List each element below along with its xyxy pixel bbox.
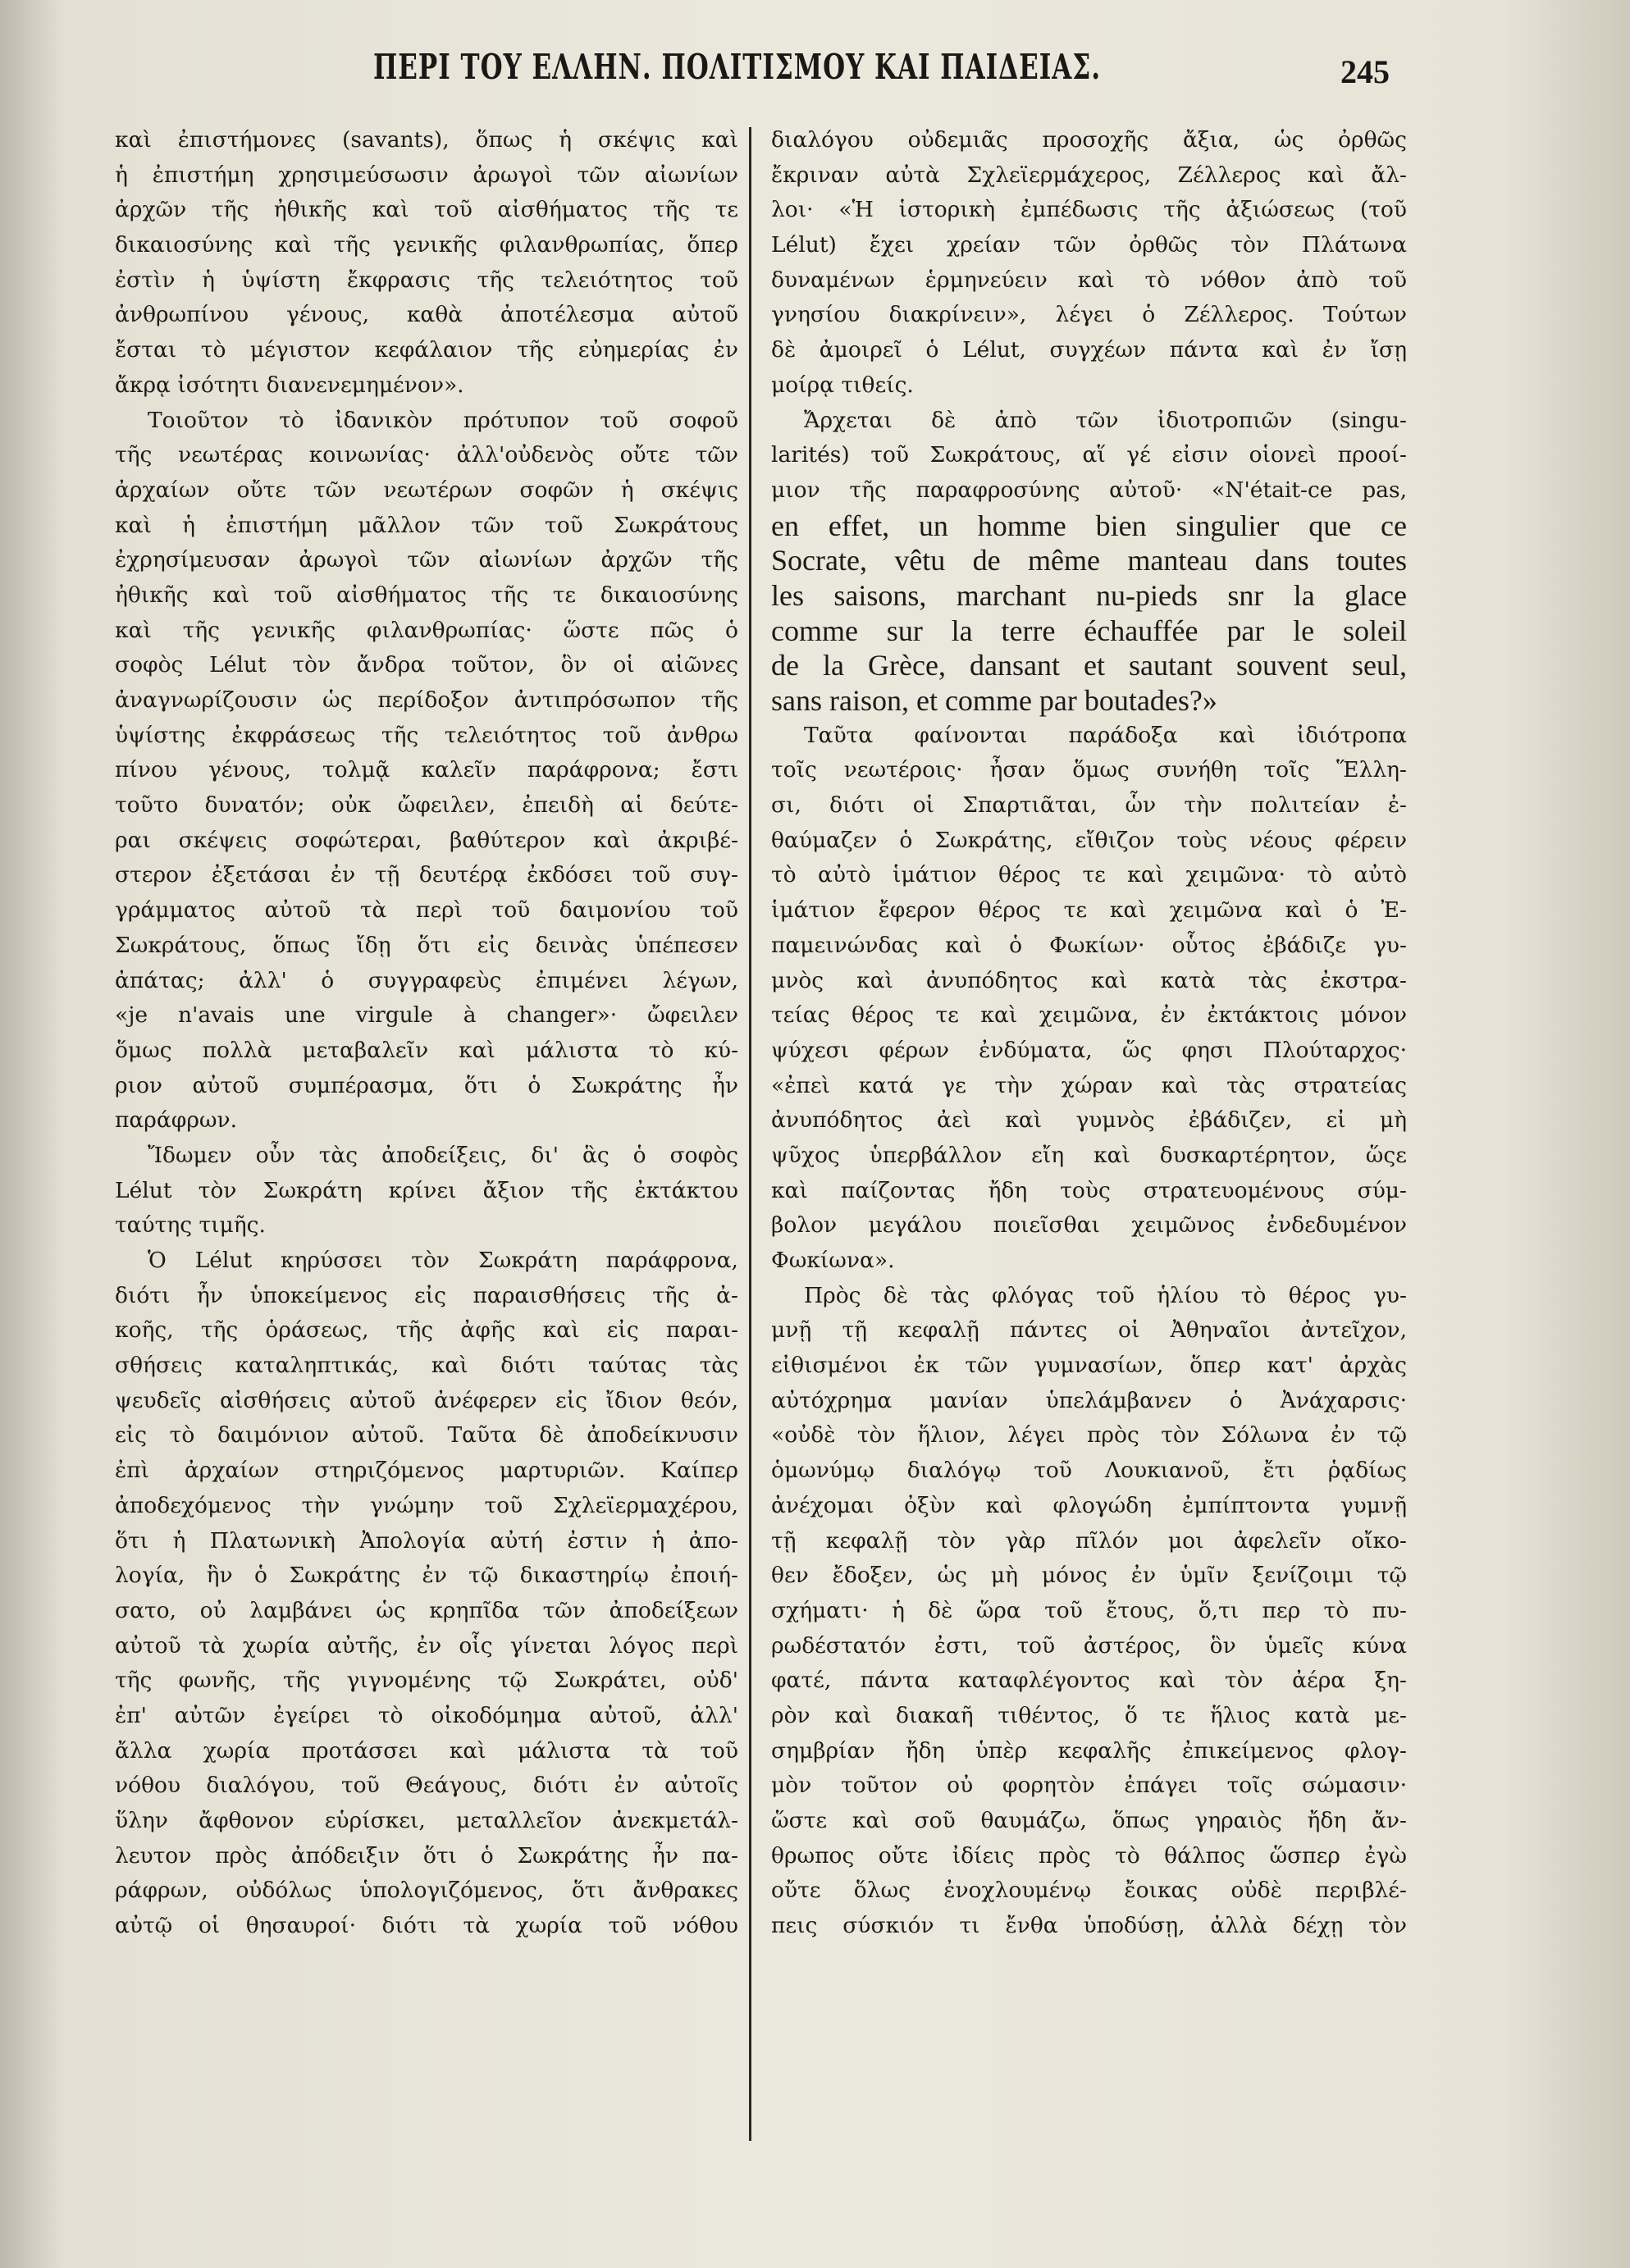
text-line: παράφρων. [115, 1107, 238, 1134]
text-line: Σωκράτους, ὅπως ἴδῃ ὅτι εἰς δεινὰς ὑπέπεσεν [115, 932, 738, 958]
text-line: σημβρίαν ἤδη ὑπὲρ κεφαλῆς ἐπικείμενος φλογ- [771, 1737, 1407, 1764]
text-line: ἔσται τὸ μέγιστον κεφάλαιον τῆς εὐημερίας ἐν [115, 337, 738, 363]
text-line: ἄλλα χωρία προτάσσει καὶ μάλιστα τὰ τοῦ [115, 1737, 738, 1764]
text-line: εἰθισμένοι ἐκ τῶν γυμνασίων, ὅπερ κατ' ἀρχὰς [771, 1353, 1407, 1379]
text-line: ὁμωνύμῳ διαλόγῳ τοῦ Λουκιανοῦ, ἔτι ῥᾳδίως [771, 1458, 1407, 1484]
running-title: ΠΕΡΙ ΤΟΥ ΕΛΛΗΝ. ΠΟΛΙΤΙΣΜΟΥ ΚΑΙ ΠΑΙΔΕΙΑΣ. [373, 48, 1102, 88]
text-line: καὶ τῆς γενικῆς φιλανθρωπίας· ὥστε πῶς ὁ [115, 617, 738, 643]
text-line: φατέ, πάντα καταφλέγοντος καὶ τὸν ἀέρα ξη- [771, 1668, 1407, 1694]
text-line: Φωκίωνα». [771, 1248, 895, 1273]
text-line: ἐπ' αὐτῶν ἐγείρει τὸ οἰκοδόμημα αὐτοῦ, ἀλλ' [115, 1702, 738, 1728]
text-line: «je n'avais une virgule à changer»· ὤφειλεν [115, 1002, 738, 1029]
text-line: ψύχεσι φέρων ἐνδύματα, ὥς φησι Πλούταρχος· [771, 1037, 1407, 1063]
text-line: Ταῦτα φαίνονται παράδοξα καὶ ἰδιότροπα [804, 722, 1407, 748]
text-line: μνῇ τῇ κεφαλῇ πάντες οἱ Ἀθηναῖοι ἀντεῖχον, [771, 1317, 1407, 1344]
text-line: ρωδέστατόν ἐστι, τοῦ ἀστέρος, ὃν ὑμεῖς κύνα [771, 1632, 1407, 1659]
text-line: ἀνυπόδητος ἀεὶ καὶ γυμνὸς ἐβάδιζεν, εἰ μὴ [771, 1107, 1407, 1134]
text-line: ἀνθρωπίνου γένους, καθὰ ἀποτέλεσμα αὐτοῦ [115, 302, 738, 328]
text-line: les saisons, marchant nu-pieds snr la glace [771, 578, 1407, 612]
right-text-column [771, 123, 1407, 1944]
text-line: ὕλην ἄφθονον εὑρίσκει, μεταλλεῖον ἀνεκμετάλ- [115, 1808, 738, 1833]
text-line: ἐπὶ ἀρχαίων στηριζόμενος μαρτυριῶν. Καίπερ [115, 1458, 738, 1484]
text-line: λογία, ἣν ὁ Σωκράτης ἐν τῷ δικαστηρίῳ ἐποιή- [115, 1563, 738, 1589]
text-line: Ἴδωμεν οὖν τὰς ἀποδείξεις, δι' ἃς ὁ σοφὸς [148, 1142, 738, 1168]
text-line: ἀπάτας; ἀλλ' ὁ συγγραφεὺς ἐπιμένει λέγων, [115, 967, 738, 993]
text-line: ἀναγνωρίζουσιν ὡς περίδοξον ἀντιπρόσωπον τῆς [115, 687, 738, 713]
text-line: μοίρᾳ τιθείς. [771, 372, 914, 398]
text-line: τοῖς νεωτέροις· ἦσαν ὅμως συνήθη τοῖς Ἕλλη- [771, 757, 1407, 783]
text-line: Lélut τὸν Σωκράτη κρίνει ἄξιον τῆς ἐκτάκτου [115, 1177, 738, 1203]
text-line: sans raison, et comme par boutades?» [771, 684, 1217, 717]
text-line: de la Grèce, dansant et sautant souvent seul, [771, 649, 1407, 682]
text-line: διότι ἦν ὑποκείμενος εἰς παραισθήσεις τῆς ἀ- [115, 1282, 738, 1308]
text-line: Socrate, vêtu de même manteau dans toutes [771, 544, 1407, 577]
text-line: λοι· «Ἡ ἱστορικὴ ἐμπέδωσις τῆς ἀξιώσεως (τοῦ [771, 197, 1407, 223]
text-line: ταύτης τιμῆς. [115, 1212, 266, 1239]
text-line: θεν ἔδοξεν, ὡς μὴ μόνος ἐν ὑμῖν ξενίζοιμι τῷ [771, 1563, 1407, 1589]
text-line: τῆς νεωτέρας κοινωνίας· ἀλλ'οὐδενὸς οὔτε τῶν [115, 442, 738, 468]
text-line: κοῆς, τῆς ὁράσεως, τῆς ἀφῆς καὶ εἰς παραι- [115, 1317, 738, 1344]
text-line: γράμματος αὐτοῦ τὰ περὶ τοῦ δαιμονίου τοῦ [115, 897, 738, 924]
text-line: νόθου διαλόγου, τοῦ Θεάγους, διότι ἐν αὐτοῖς [115, 1773, 738, 1799]
left-text-column [115, 123, 738, 1944]
text-line: μιον τῆς παραφροσύνης αὐτοῦ· «N'était-ce pas, [771, 477, 1407, 503]
text-line: ἱμάτιον ἔφερον θέρος τε καὶ χειμῶνα καὶ ὁ Ἐ- [771, 897, 1407, 924]
text-line: σατο, οὐ λαμβάνει ὡς κρηπῖδα τῶν ἀποδείξεων [115, 1597, 738, 1623]
text-line: ἀνέχομαι ὀξὺν καὶ φλογώδη ἐμπίπτοντα γυμνῇ [771, 1492, 1407, 1518]
text-line: Ὁ Lélut κηρύσσει τὸν Σωκράτη παράφρονα, [148, 1248, 738, 1273]
text-line: Ἄρχεται δὲ ἀπὸ τῶν ἰδιοτροπιῶν (singu- [804, 407, 1407, 433]
text-line: μνὸς καὶ ἀνυπόδητος καὶ κατὰ τὰς ἐκστρα- [771, 967, 1407, 993]
text-line: «οὐδὲ τὸν ἥλιον, λέγει πρὸς τὸν Σόλωνα ἐν τῷ [771, 1422, 1407, 1449]
text-line: παμεινώνδας καὶ ὁ Φωκίων· οὗτος ἐβάδιζε γυ- [771, 932, 1407, 958]
text-line: ράφρων, οὐδόλως ὑπολογιζόμενος, ὅτι ἄνθρακες [115, 1878, 738, 1904]
text-line: ὅμως πολλὰ μεταβαλεῖν καὶ μάλιστα τὸ κύ- [115, 1037, 738, 1063]
text-line: τὸ αὐτὸ ἱμάτιον θέρος τε καὶ χειμῶνα· τὸ αὐτὸ [771, 862, 1407, 888]
text-line: γνησίου διακρίνειν», λέγει ὁ Ζέλλερος. Τούτων [771, 302, 1407, 328]
text-line: αὐτοῦ τὰ χωρία αὐτῆς, ἐν οἷς γίνεται λόγος περὶ [115, 1632, 738, 1659]
text-line: en effet, un homme bien singulier que ce [771, 509, 1407, 542]
text-line: θαύμαζεν ὁ Σωκράτης, εἴθιζον τοὺς νέους φέρειν [771, 827, 1407, 853]
text-line: ἐχρησίμευσαν ἀρωγοὶ τῶν αἰωνίων ἀρχῶν τῆς [115, 547, 738, 573]
text-line: ἀρχαίων οὔτε τῶν νεωτέρων σοφῶν ἡ σκέψις [115, 477, 738, 503]
text-line: θρωπος οὔτε ἰδίεις πρὸς τὸ θάλπος ὥσπερ ἐγὼ [771, 1842, 1407, 1869]
text-line: Πρὸς δὲ τὰς φλόγας τοῦ ἡλίου τὸ θέρος γυ- [804, 1282, 1407, 1308]
text-line: εἰς τὸ δαιμόνιον αὐτοῦ. Ταῦτα δὲ ἀποδείκνυσιν [115, 1422, 738, 1449]
text-line: ὥστε καὶ σοῦ θαυμάζω, ὅπως γηραιὸς ἤδη ἄν- [771, 1808, 1407, 1833]
text-line: σοφὸς Lélut τὸν ἄνδρα τοῦτον, ὃν οἱ αἰῶνες [115, 652, 738, 678]
text-line: Τοιοῦτον τὸ ἰδανικὸν πρότυπον τοῦ σοφοῦ [148, 407, 738, 433]
text-line: ἔκριναν αὐτὰ Σχλεϊερμάχερος, Ζέλλερος καὶ ἄλ- [771, 162, 1407, 188]
text-line: διαλόγου οὐδεμιᾶς προσοχῆς ἄξια, ὡς ὀρθῶς [771, 127, 1407, 153]
text-line: ρὸν καὶ διακαῆ τιθέντος, ὅ τε ἥλιος κατὰ με- [771, 1702, 1407, 1728]
text-line: στερον ἐξετάσαι ἐν τῇ δευτέρᾳ ἐκδόσει τοῦ συγ- [115, 862, 738, 888]
text-line: βολον μεγάλου ποιεῖσθαι χειμῶνος ἐνδεδυμένον [771, 1212, 1407, 1239]
page-header [0, 48, 1630, 105]
text-line: καὶ παίζοντας ἤδη τοὺς στρατευομένους σύμ- [771, 1177, 1407, 1203]
text-line: Lélut) ἔχει χρείαν τῶν ὀρθῶς τὸν Πλάτωνα [771, 232, 1407, 258]
text-line: «ἐπεὶ κατά γε τὴν χώραν καὶ τὰς στρατείας [771, 1072, 1407, 1098]
text-line: σχήματι· ἡ δὲ ὥρα τοῦ ἔτους, ὅ,τι περ τὸ πυ- [771, 1597, 1407, 1623]
text-line: comme sur la terre échauffée par le soleil [771, 614, 1407, 647]
text-line: ὅτι ἡ Πλατωνικὴ Ἀπολογία αὐτή ἐστιν ἡ ἀπο- [115, 1527, 738, 1554]
text-line: ἐστὶν ἡ ὑψίστη ἔκφρασις τῆς τελειότητος τοῦ [115, 267, 738, 293]
page-number: 245 [1340, 53, 1390, 90]
text-line: ἠθικῆς καὶ τοῦ αἰσθήματος τῆς τε δικαιοσύνης [115, 582, 738, 608]
text-line: τείας θέρος τε καὶ χειμῶνα, ἐν ἐκτάκτοις μόνον [771, 1002, 1407, 1029]
text-line: ψευδεῖς αἰσθήσεις αὐτοῦ ἀνέφερεν εἰς ἴδιον θεόν, [115, 1387, 738, 1413]
text-line: αὐτόχρημα μανίαν ὑπελάμβανεν ὁ Ἀνάχαρσις· [771, 1387, 1407, 1413]
text-line: καὶ ἡ ἐπιστήμη μᾶλλον τῶν τοῦ Σωκράτους [115, 512, 738, 538]
text-line: ραι σκέψεις σοφώτεραι, βαθύτερον καὶ ἀκριβέ- [115, 827, 738, 853]
text-line: λευτον πρὸς ἀπόδειξιν ὅτι ὁ Σωκράτης ἦν πα- [115, 1842, 738, 1869]
text-line: οὔτε ὅλως ἐνοχλουμένῳ ἔοικας οὐδὲ περιβλέ- [771, 1878, 1407, 1904]
column-divider [749, 127, 751, 2141]
text-line: ἀρχῶν τῆς ἠθικῆς καὶ τοῦ αἰσθήματος τῆς τε [115, 197, 738, 223]
text-line: σθήσεις καταληπτικάς, καὶ διότι ταύτας τὰς [115, 1353, 738, 1379]
text-line: δικαιοσύνης καὶ τῆς γενικῆς φιλανθρωπίας, ὅπερ [115, 232, 738, 258]
text-line: ὑψίστης ἐκφράσεως τῆς τελειότητος τοῦ ἀνθρω [115, 722, 738, 748]
text-line: πεις σύσκιόν τι ἔνθα ὑποδύσῃ, ἀλλὰ δέχῃ τὸν [771, 1913, 1407, 1939]
text-line: larités) τοῦ Σωκράτους, αἵ γέ εἰσιν οἱονεὶ προοί- [771, 442, 1407, 468]
text-line: δυναμένων ἑρμηνεύειν καὶ τὸ νόθον ἀπὸ τοῦ [771, 267, 1407, 293]
text-line: ἀποδεχόμενος τὴν γνώμην τοῦ Σχλεϊερμαχέρου, [115, 1492, 738, 1518]
text-line: ἡ ἐπιστήμη χρησιμεύσωσιν ἀρωγοὶ τῶν αἰωνίων [115, 162, 738, 188]
text-line: σι, διότι οἱ Σπαρτιᾶται, ὧν τὴν πολιτείαν ἐ- [771, 792, 1407, 819]
text-line: ριον αὐτοῦ συμπέρασμα, ὅτι ὁ Σωκράτης ἦν [115, 1072, 738, 1098]
text-line: μὸν τοῦτον οὐ φορητὸν ἐπάγει τοῖς σώμασιν· [771, 1773, 1407, 1799]
text-line: τοῦτο δυνατόν; οὐκ ὤφειλεν, ἐπειδὴ αἱ δεύτε- [115, 792, 738, 819]
text-line: καὶ ἐπιστήμονες (savants), ὅπως ἡ σκέψις καὶ [115, 127, 738, 153]
text-line: αὐτῷ οἱ θησαυροί· διότι τὰ χωρία τοῦ νόθου [115, 1913, 738, 1939]
text-line: πίνου γένους, τολμᾷ καλεῖν παράφρονα; ἔστι [115, 757, 738, 783]
text-line: ἄκρᾳ ἰσότητι διανενεμημένον». [115, 372, 464, 398]
text-line: ψῦχος ὑπερβάλλον εἴη καὶ δυσκαρτέρητον, ὥςε [771, 1142, 1407, 1168]
text-line: τῆς φωνῆς, τῆς γιγνομένης τῷ Σωκράτει, οὐδ' [115, 1668, 738, 1694]
text-line: δὲ ἀμοιρεῖ ὁ Lélut, συγχέων πάντα καὶ ἐν ἴσῃ [771, 337, 1407, 363]
text-line: τῇ κεφαλῇ τὸν γὰρ πῖλόν μοι ἀφελεῖν οἴκο- [771, 1527, 1407, 1554]
